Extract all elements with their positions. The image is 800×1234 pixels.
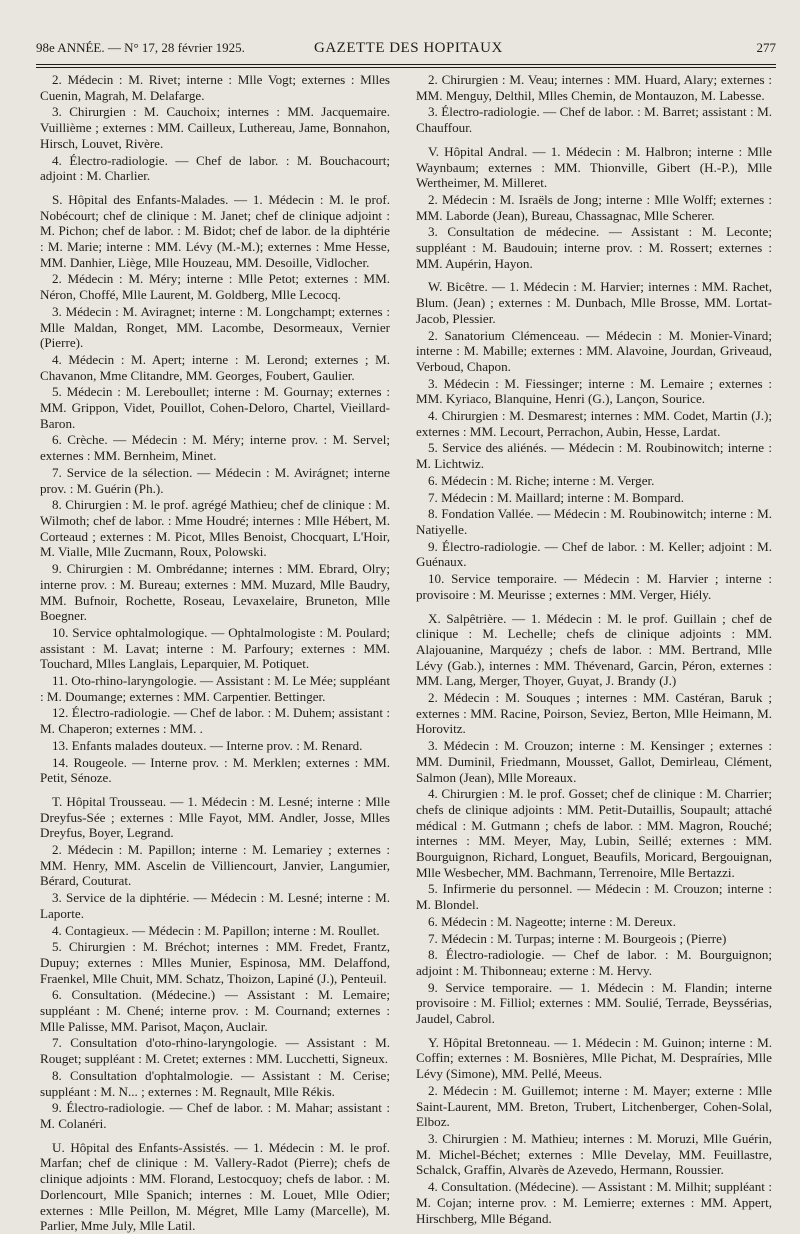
paragraph: 3. Électro-radiologie. — Chef de labor. : M. Barret; assistant : M. Chauffour. [416,104,772,136]
page-header [28,38,776,62]
paragraph: V. Hôpital Andral. — 1. Médecin : M. Halbron; interne : Mlle Waynbaum; externes : MM. Thionville, Gibert (H.-P.), Mlle Wertheimer, M. Milleret. [416,143,772,191]
paragraph: 14. Rougeole. — Interne prov. : M. Merklen; externes : MM. Petit, Sénoze. [40,754,390,786]
paragraph: 10. Service ophtalmologique. — Ophtalmologiste : M. Poulard; assistant : M. Lavat; interne : M. Parfoury; externes : MM. Touchard, Mlles Langlais, Leparquier, M. Potiquet. [40,624,390,672]
paragraph: 3. Chirurgien : M. Cauchoix; internes : MM. Jacquemaire. Vuillième ; externes : MM. Cailleux, Luthereau, Jame, Bonnahon, Hirsch, Louvet, Rivère. [40,104,390,151]
paragraph: 12. Électro-radiologie. — Chef de labor. : M. Duhem; assistant : M. Chaperon; externes : MM. . [40,705,390,737]
paragraph: X. Salpêtrière. — 1. Médecin : M. le prof. Guillain ; chef de clinique : M. Lechelle; chefs de clinique adjoints : MM. Alajouanine, Marquézy ; chefs de labor. : MM. Bertrand, Mlle Lévy (Gab.), internes : MM. Thévenard, Garcin, Péron, externes : MM. Lang, Merger, Thoyer, Guyat, J. Brandy (J.) [416,610,772,689]
paragraph: U. Hôpital des Enfants-Assistés. — 1. Médecin : M. le prof. Marfan; chef de clinique : M. Vallery-Radot (Pierre); chefs de clinique adjoints : MM. Florand, Lestocquoy; chefs de labor. : M. Dorlencourt, Mlle Spanich; internes : M. Louet, Mlle Odier; externes : Mlle Peillon, M. Mégret, Mlle Lamy (Marcelle), M. Parlier, Mme July, Mlle Latil. [40,1139,390,1234]
paragraph: 7. Consultation d'oto-rhino-laryngologie. — Assistant : M. Rouget; suppléant : M. Cretet; externes : MM. Lucchetti, Signeux. [40,1035,390,1067]
paragraph: 6. Médecin : M. Nageotte; interne : M. Dereux. [428,913,676,929]
paragraph: 2. Médecin : M. Souques ; internes : MM. Castéran, Baruk ; externes : MM. Racine, Poirson, Seviez, Berton, Mlle Heimann, M. Horovitz. [416,690,772,737]
paragraph: 11. Oto-rhino-laryngologie. — Assistant : M. Le Mée; suppléant : M. Doumange; externes : MM. Carpentier. Bettinger. [40,673,390,704]
paragraph: 7. Médecin : M. Maillard; interne : M. Bompard. [428,489,685,505]
paragraph: 5. Chirurgien : M. Bréchot; internes : MM. Fredet, Frantz, Dupuy; externes : Mlles Munier, Espinosa, MM. Delaffond, Fraenkel, Mlle Chuit, MM. Schatz, Thoizon, Lapiné (J.), Penteuil. [40,939,390,986]
paragraph: 3. Consultation de médecine. — Assistant : M. Leconte; suppléant : M. Baudouin; interne prov. : M. Rossert; externes : MM. Aupérin, Hayon. [416,224,772,271]
paragraph: 4. Électro-radiologie. — Chef de labor. : M. Bouchacourt; adjoint : M. Charlier. [40,152,390,184]
issue-info: 98e ANNÉE. — N° 17, 28 février 1925. [36,40,245,55]
paragraph: 6. Consultation. (Médecine.) — Assistant : M. Lemaire; suppléant : M. Chené; interne prov. : M. Cournand; externes : Mlle Palisse, MM. Parisot, Maçon, Auclair. [40,987,390,1034]
page-number: 277 [756,40,776,55]
paragraph: 5. Infirmerie du personnel. — Médecin : M. Crouzon; interne : M. Blondel. [416,881,772,913]
paragraph: 3. Médecin : M. Crouzon; interne : M. Kensinger ; externes : MM. Duminil, Friedmann, Mousset, Gallot, Demirleau, Clément, Salmon (Jean), Mlle Moreaux. [416,738,772,785]
header-rule-bottom [36,67,776,68]
paragraph: 3. Service de la diphtérie. — Médecin : M. Lesné; interne : M. Laporte. [40,890,390,921]
journal-title: GAZETTE DES HOPITAUX [314,40,503,56]
paragraph: 8. Fondation Vallée. — Médecin : M. Roubinowitch; interne : M. Natiyelle. [416,506,772,537]
paragraph: 2. Médecin : M. Guillemot; interne : M. Mayer; externe : Mlle Saint-Laurent, MM. Breton, Trubert, Litchenberger, Cohen-Solal, Elboz. [416,1082,772,1130]
paragraph: 4. Chirurgien : M. Desmarest; internes : MM. Codet, Martin (J.); externes : MM. Lecourt, Perrachon, Aubin, Hesse, Lardat. [416,408,772,439]
paragraph: 2. Médecin : M. Israëls de Jong; interne : Mlle Wolff; externes : MM. Laborde (Jean), Bureau, Chassagnac, Mlle Scherer. [416,191,772,223]
paragraph: 4. Médecin : M. Apert; interne : M. Lerond; externes ; M. Chavanon, Mme Clitandre, MM. Georges, Foubert, Gaulier. [40,351,390,383]
paragraph: 8. Consultation d'ophtalmologie. — Assistant : M. Cerise; suppléant : M. N... ; externes : M. Regnault, Mlle Rékis. [40,1067,390,1099]
paragraph: 3. Chirurgien : M. Mathieu; internes : M. Moruzi, Mlle Guérin, M. Michel-Béchet; externes : Mlle Develay, MM. Feuillastre, Schalck, Graffin, Alvarès de Azevedo, Hermann, Roussier. [416,1131,772,1178]
paragraph: 4. Chirurgien : M. le prof. Gosset; chef de clinique : M. Charrier; chefs de clinique adjoints : MM. Petit-Dutaillis, Soupault; attaché médical : M. Gutmann ; chefs de labor. : MM. Magron, Rouché; internes : MM. Meyer, May, Lubin, Seillé; externes : MM. Bourguignon, Richard, Longuet, Beaufils, Moricard, Bergouignan, Mlle Wesbecher, MM. Bachmann, Terrenoire, Mlle Bertazzi. [416,786,772,880]
paragraph: W. Bicêtre. — 1. Médecin : M. Harvier; internes : MM. Rachet, Blum. (Jean) ; externes : M. Dunbach, Mlle Brosse, MM. Lortat-Jacob, Plessier. [416,279,772,326]
paragraph: 4. Contagieux. — Médecin : M. Papillon; interne : M. Roullet. [52,922,380,938]
paragraph: S. Hôpital des Enfants-Malades. — 1. Médecin : M. le prof. Nobécourt; chef de clinique : M. Janet; chef de clinique adjoint : M. Pichon; chef de labor. : M. Bidot; chef de labor. de la diphtérie : M. Marie; interne : MM. Lévy (M.-M.); externes : Mme Hesse, MM. Danhier, Liège, Mlle Houzeau, MM. Desoille, Vidlocher. [40,191,390,270]
paragraph: 10. Service temporaire. — Médecin : M. Harvier ; interne : provisoire : M. Meurisse ; externes : MM. Verger, Hiély. [416,571,772,602]
paragraph: 2. Médecin : M. Papillon; interne : M. Lemariey ; externes : MM. Henry, MM. Ascelin de Villiencourt, Janvier, Langumier, Bérard, Couturat. [40,842,390,889]
paragraph: 7. Médecin : M. Turpas; interne : M. Bourgeois ; (Pierre) [428,930,727,946]
right-column [416,72,772,1226]
paragraph: 8. Électro-radiologie. — Chef de labor. : M. Bourguignon; adjoint : M. Thibonneau; externe : M. Hervy. [416,947,772,978]
paragraph: 2. Sanatorium Clémenceau. — Médecin : M. Monier-Vinard; interne : M. Mabille; externes : MM. Alavoine, Jourdan, Griveaud, Verboud, Chapon. [416,327,772,374]
paragraph: 6. Médecin : M. Riche; interne : M. Verger. [428,472,655,488]
paragraph: 9. Service temporaire. — 1. Médecin : M. Flandin; interne provisoire : M. Filliol; externes : MM. Soulié, Terrade, Beyssérias, Jaudel, Cabrol. [416,979,772,1027]
paragraph: 3. Médecin : M. Fiessinger; interne : M. Lemaire ; externes : MM. Kyriaco, Blanquine, Henri (G.), Lançon, Sourice. [416,375,772,407]
paragraph: 9. Chirurgien : M. Ombrédanne; internes : MM. Ebrard, Olry; interne prov. : M. Bureau; externes : MM. Muzard, Mlle Baudry, MM. Bufnoir, Rochette, Roseau, Levaxelaire, Bruneton, Mlle Boegner. [40,561,390,624]
paragraph: 9. Électro-radiologie. — Chef de labor. : M. Keller; adjoint : M. Guénaux. [416,538,772,570]
paragraph: 4. Consultation. (Médecine). — Assistant : M. Milhit; suppléant : M. Cojan; interne prov. : M. Lemierre; externes : MM. Appert, Hirschberg, Mlle Bégand. [416,1179,772,1226]
paragraph: 3. Médecin : M. Aviragnet; interne : M. Longchampt; externes : Mlle Maldan, Ronget, MM. Lacombe, Desormeaux, Vernier (Pierre). [40,303,390,351]
paragraph: 5. Service des aliénés. — Médecin : M. Roubinowitch; interne : M. Lichtwiz. [416,440,772,472]
paragraph: T. Hôpital Trousseau. — 1. Médecin : M. Lesné; interne : Mlle Dreyfus-Sée ; externes : Mlle Fayot, MM. Andler, Josse, Mlles Dreyfus, Boyer, Legrand. [40,793,390,841]
paragraph: 5. Médecin : M. Lereboullet; interne : M. Gournay; externes : MM. Grippon, Videt, Pouillot, Cohen-Deloro, Chartel, Vieillard-Baron. [40,384,390,431]
paragraph: 9. Électro-radiologie. — Chef de labor. : M. Mahar; assistant : M. Colanéri. [40,1100,390,1131]
paragraph: 2. Médecin : M. Rivet; interne : Mlle Vogt; externes : Mlles Cuenin, Magrah, M. Delafarge. [40,72,390,103]
paragraph: 13. Enfants malades douteux. — Interne prov. : M. Renard. [52,737,363,753]
paragraph: 7. Service de la sélection. — Médecin : M. Avirágnet; interne prov. : M. Guérin (Ph.). [40,464,390,496]
paragraph: 2. Médecin : M. Méry; interne : Mlle Petot; externes : MM. Néron, Choffé, Mlle Laurent, M. Goldberg, Mlle Lecocq. [40,271,390,303]
left-column [40,72,390,1234]
paragraph: 6. Crèche. — Médecin : M. Méry; interne prov. : M. Servel; externes : MM. Bernheim, Minet. [40,432,390,464]
paragraph: 8. Chirurgien : M. le prof. agrégé Mathieu; chef de clinique : M. Wilmoth; chef de labor. : Mme Houdré; internes : Mlle Hébert, M. Corteaud ; externes : M. Picot, Mlles Benoist, Chocquart, L'Hoir, M. Vialle, Mlle Zucmann, Roux, Polowski. [40,497,390,560]
header-rule-top [36,64,776,65]
paragraph: 2. Chirurgien : M. Veau; internes : MM. Huard, Alary; externes : MM. Menguy, Delthil, Mlles Chemin, de Montauzon, M. Labesse. [416,72,772,103]
paragraph: Y. Hôpital Bretonneau. — 1. Médecin : M. Guinon; interne : M. Coffin; externes : M. Bosnières, Mlle Pichat, M. Despraíries, Mlle Lévy (Simone), MM. Pellé, Meeus. [416,1034,772,1082]
